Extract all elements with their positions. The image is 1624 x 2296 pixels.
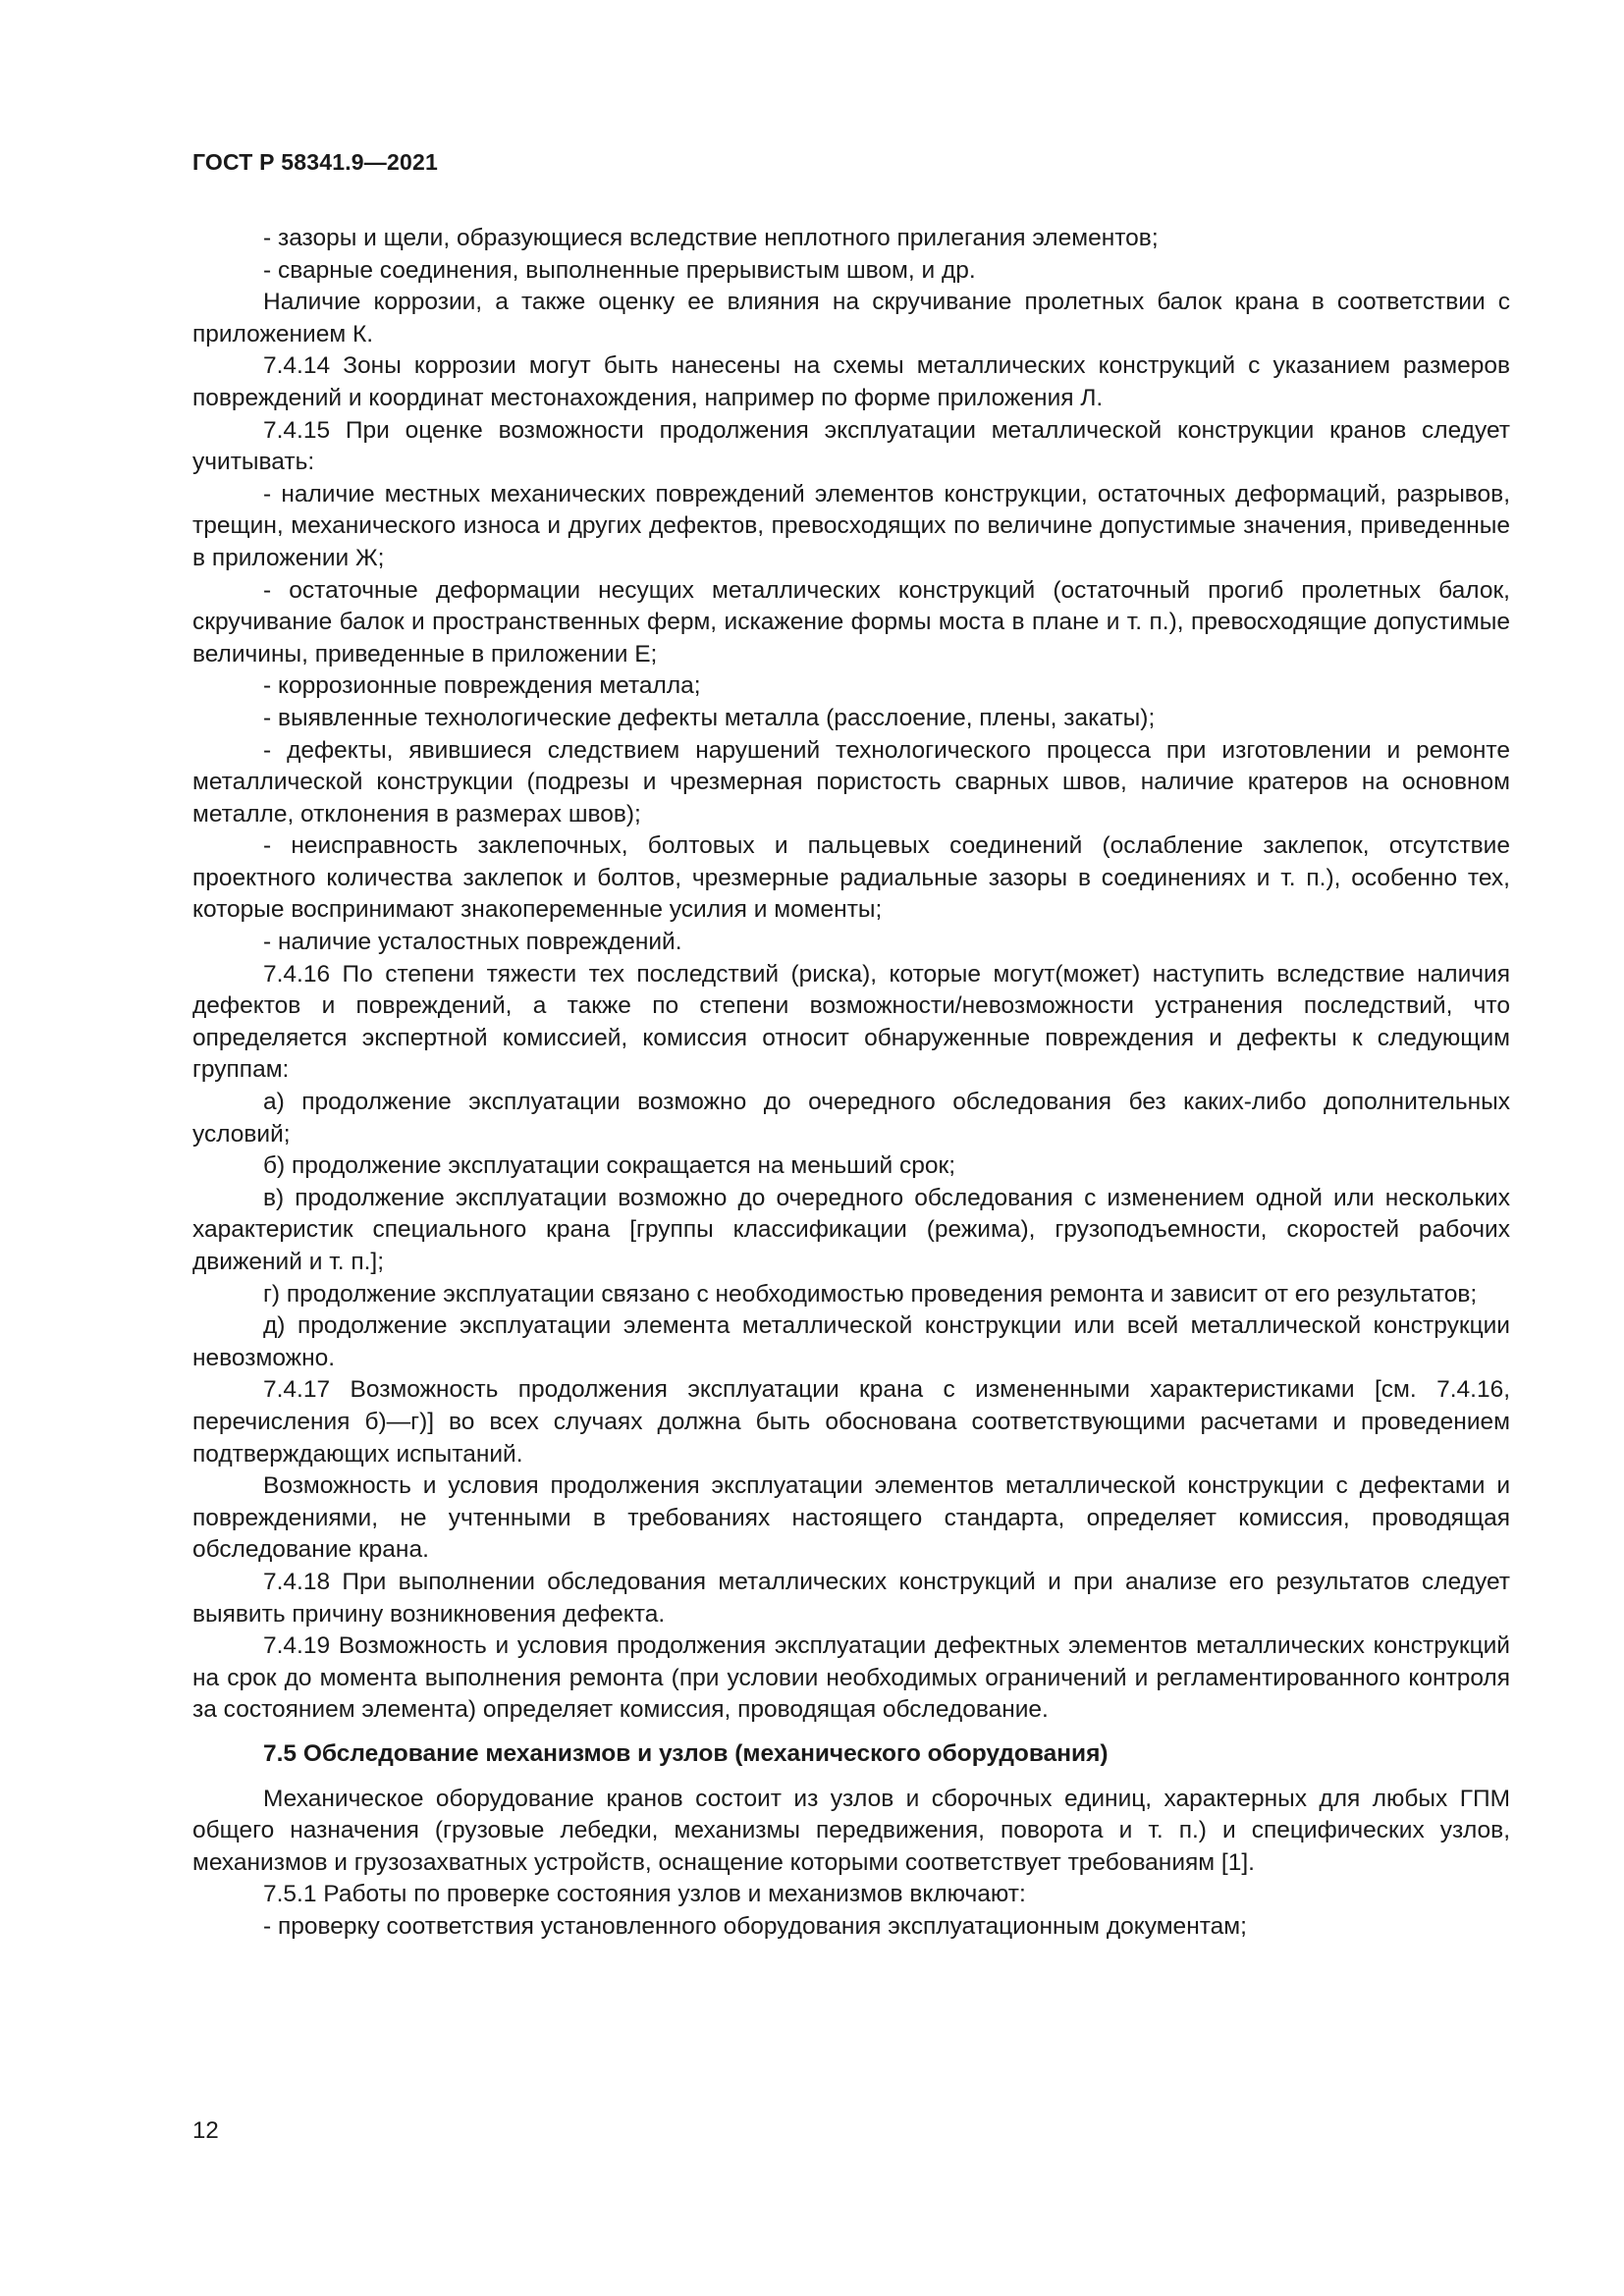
paragraph: - наличие усталостных повреждений. — [263, 929, 682, 956]
paragraph: - остаточные деформации несущих металлических конструкций (остаточный прогиб пролетных балок, скручивание балок и пространственных ферм, искажение формы моста в плане и т. п.), превосходящие допустимые величины, приведенные в приложении Е; — [192, 576, 1510, 667]
page-number: 12 — [192, 2117, 219, 2144]
list-item: д) продолжение эксплуатации элемента металлической конструкции или всей металлической конструкции невозможно. — [192, 1312, 1510, 1371]
paragraph: - выявленные технологические дефекты металла (расслоение, плены, закаты); — [263, 704, 1156, 731]
paragraph: Механическое оборудование кранов состоит из узлов и сборочных единиц, характерных для любых ГПМ общего назначения (грузовые лебедки, механизмы передвижения, поворота и т. п.) и специфических узлов, механизмов и грузозахватных устройств, оснащение которыми соответствует требованиям [1]. — [192, 1785, 1510, 1876]
document-body — [192, 223, 1510, 1943]
list-item: а) продолжение эксплуатации возможно до очередного обследования без каких-либо дополнительных условий; — [192, 1089, 1510, 1148]
section-heading: 7.5 Обследование механизмов и узлов (механического оборудования) — [263, 1739, 1109, 1767]
paragraph: 7.4.18 При выполнении обследования металлических конструкций и при анализе его результатов следует выявить причину возникновения дефекта. — [192, 1568, 1510, 1628]
list-item: г) продолжение эксплуатации связано с необходимостью проведения ремонта и зависит от его результатов; — [263, 1280, 1478, 1308]
paragraph: 7.4.19 Возможность и условия продолжения эксплуатации дефектных элементов металлических конструкций на срок до момента выполнения ремонта (при условии необходимых ограничений и регламентированного контроля за состоянием элемента) определяет комиссия, проводящая обследование. — [192, 1632, 1510, 1724]
paragraph: Возможность и условия продолжения эксплуатации элементов металлической конструкции с дефектами и повреждениями, не учтенными в требованиях настоящего стандарта, определяет комиссия, проводящая обследование крана. — [192, 1472, 1510, 1564]
paragraph: 7.4.17 Возможность продолжения эксплуатации крана с измененными характеристиками [см. 7.4.16, перечисления б)—г)] во всех случаях должна быть обоснована соответствующими расчетами и проведением подтверждающих испытаний. — [192, 1376, 1510, 1468]
paragraph: 7.4.15 При оценке возможности продолжения эксплуатации металлической конструкции кранов следует учитывать: — [192, 416, 1510, 476]
paragraph: - проверку соответствия установленного оборудования эксплуатационным документам; — [263, 1912, 1247, 1940]
paragraph: - сварные соединения, выполненные прерывистым швом, и др. — [263, 256, 976, 284]
paragraph: 7.4.14 Зоны коррозии могут быть нанесены на схемы металлических конструкций с указанием размеров повреждений и координат местонахождения, например по форме приложения Л. — [192, 352, 1510, 411]
paragraph: - неисправность заклепочных, болтовых и пальцевых соединений (ослабление заклепок, отсутствие проектного количества заклепок и болтов, чрезмерные радиальные зазоры в соединениях и т. п.), особенно тех, которые воспринимают знакопеременные усилия и моменты; — [192, 832, 1510, 924]
document-header: ГОСТ Р 58341.9—2021 — [192, 149, 438, 175]
paragraph: Наличие коррозии, а также оценку ее влияния на скручивание пролетных балок крана в соответствии с приложением К. — [192, 289, 1510, 347]
paragraph: - коррозионные повреждения металла; — [263, 672, 701, 700]
paragraph: - дефекты, явившиеся следствием нарушений технологического процесса при изготовлении и ремонте металлической конструкции (подрезы и чрезмерная пористость сварных швов, наличие кратеров на основном металле, отклонения в размерах швов); — [192, 736, 1510, 828]
paragraph: - наличие местных механических повреждений элементов конструкции, остаточных деформаций, разрывов, трещин, механического износа и других дефектов, превосходящих по величине допустимые значения, приведенные в приложении Ж; — [192, 480, 1510, 571]
paragraph: 7.4.16 По степени тяжести тех последствий (риска), которые могут(может) наступить вследствие наличия дефектов и повреждений, а также по степени возможности/невозможности устранения последствий, что определяется экспертной комиссией, комиссия относит обнаруженные повреждения и дефекты к следующим группам: — [192, 960, 1510, 1084]
list-item: в) продолжение эксплуатации возможно до очередного обследования с изменением одной или нескольких характеристик специального крана [группы классификации (режима), грузоподъемности, скоростей рабочих движений и т. п.]; — [192, 1184, 1510, 1275]
paragraph: 7.5.1 Работы по проверке состояния узлов и механизмов включают: — [263, 1881, 1026, 1908]
list-item: б) продолжение эксплуатации сокращается на меньший срок; — [263, 1152, 956, 1180]
paragraph: - зазоры и щели, образующиеся вследствие неплотного прилегания элементов; — [263, 225, 1159, 251]
